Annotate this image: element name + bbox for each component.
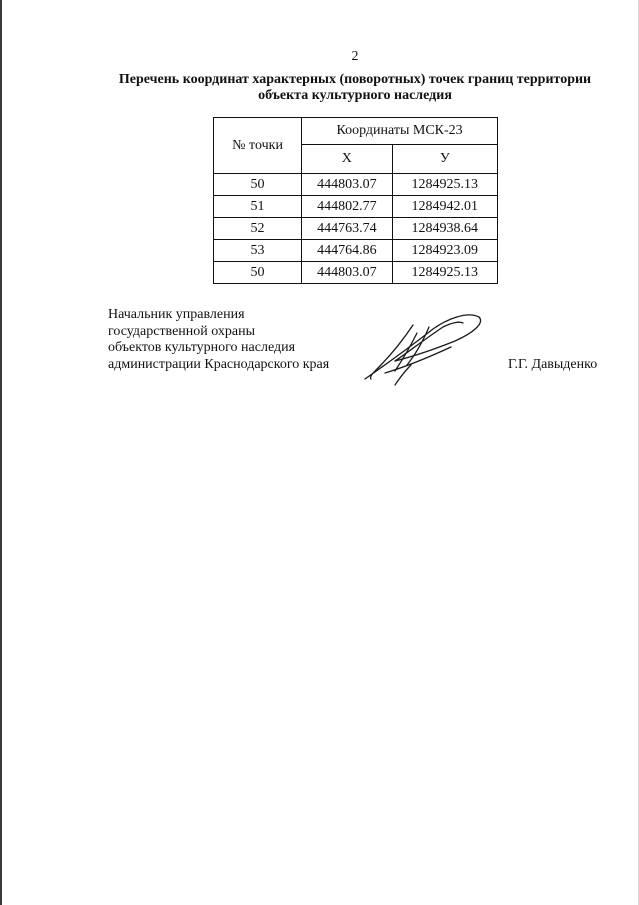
- signatory-position-line-3: объектов культурного наследия: [108, 340, 296, 355]
- header-point-number: № точки: [214, 118, 302, 174]
- signatory-position-line-1: Начальник управления: [108, 307, 245, 322]
- handwritten-signature: [355, 307, 485, 387]
- cell-x: 444803.07: [302, 174, 393, 196]
- cell-y: 1284942.01: [392, 196, 497, 218]
- cell-x: 444802.77: [302, 196, 393, 218]
- signatory-position-line-4: администрации Краснодарского края: [108, 356, 330, 372]
- scan-left-edge: [0, 0, 2, 905]
- cell-point: 50: [214, 262, 302, 284]
- table-row: [214, 196, 498, 218]
- cell-x: 444764.86: [302, 240, 393, 262]
- cell-point: 52: [214, 218, 302, 240]
- cell-y: 1284925.13: [392, 262, 497, 284]
- header-x: X: [302, 145, 393, 174]
- cell-point: 50: [214, 174, 302, 196]
- table-header-row: [214, 118, 498, 145]
- table-row: [214, 218, 498, 240]
- document-title-line-1: Перечень координат характерных (поворотных) точек границ территории: [118, 72, 592, 87]
- document-title-line-2: объекта культурного наследия: [258, 88, 452, 103]
- cell-y: 1284925.13: [392, 174, 497, 196]
- header-coordinates: Координаты МСК-23: [302, 118, 498, 145]
- header-y: У: [392, 145, 497, 174]
- page-number: 2: [351, 49, 359, 64]
- cell-point: 53: [214, 240, 302, 262]
- signatory-position: [108, 307, 329, 373]
- document-title: [100, 72, 610, 104]
- signatory-name: Г.Г. Давыденко: [508, 357, 598, 372]
- cell-x: 444803.07: [302, 262, 393, 284]
- table-row: [214, 174, 498, 196]
- cell-y: 1284938.64: [392, 218, 497, 240]
- table-row: [214, 240, 498, 262]
- signatory-position-line-2: государственной охраны: [108, 323, 256, 339]
- coordinates-table: [213, 117, 498, 284]
- cell-y: 1284923.09: [392, 240, 497, 262]
- cell-x: 444763.74: [302, 218, 393, 240]
- cell-point: 51: [214, 196, 302, 218]
- table-row: [214, 262, 498, 284]
